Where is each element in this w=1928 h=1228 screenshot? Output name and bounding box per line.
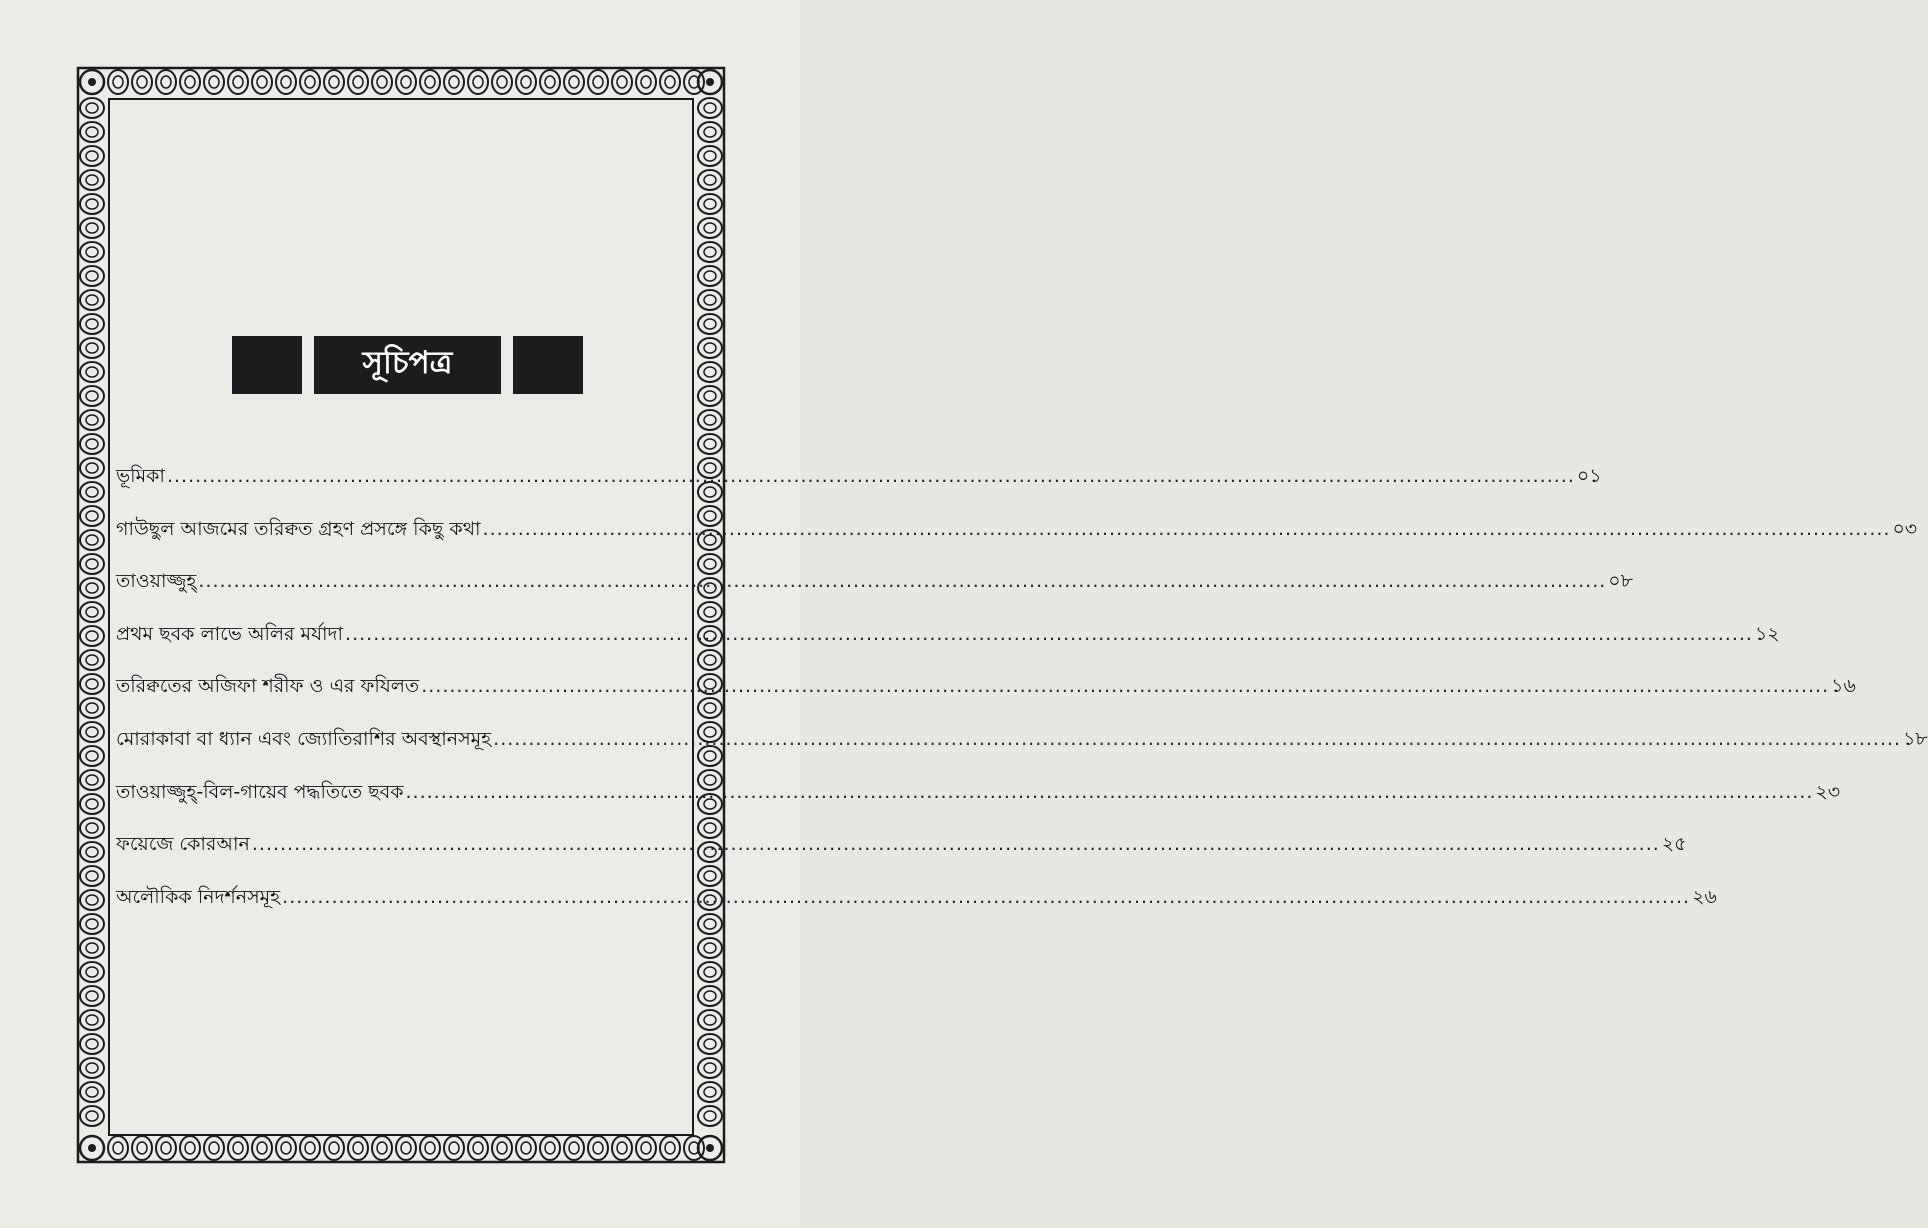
page-title: সূচিপত্র	[314, 336, 501, 394]
toc-page-number: ০১	[1576, 465, 1602, 487]
toc-row	[116, 778, 1841, 831]
toc-row	[116, 567, 1633, 620]
toc-row	[116, 462, 1602, 515]
toc-entry-title: তাওয়াজ্জুহ্	[116, 570, 197, 593]
toc-leader-dots: ........................................................................................................................................................................................................	[282, 885, 1691, 908]
toc-entry-title: ফয়েজে কোরআন	[116, 833, 250, 856]
toc-leader-dots: ........................................................................................................................................................................................................	[405, 780, 1814, 803]
toc-row	[116, 725, 1928, 778]
toc-entry-title: গাউছুল আজমের তরিক্বত গ্রহণ প্রসঙ্গে কিছু কথা	[116, 517, 481, 540]
toc-leader-dots: ........................................................................................................................................................................................................	[251, 833, 1660, 856]
toc-leader-dots: ........................................................................................................................................................................................................	[421, 675, 1830, 698]
toc-leader-dots: ........................................................................................................................................................................................................	[166, 465, 1575, 487]
toc-leader-dots: ........................................................................................................................................................................................................	[198, 570, 1607, 593]
toc-page-number: ০৩	[1892, 517, 1918, 540]
toc-page-number: ২৩	[1815, 780, 1841, 803]
toc-entry-title: মোরাকাবা বা ধ্যান এবং জ্যোতিরাশির অবস্থানসমূহ	[116, 727, 492, 750]
toc-page-number: ১২	[1754, 622, 1780, 645]
toc-page-number: ২৬	[1692, 885, 1717, 908]
title-block-right	[513, 336, 583, 394]
toc-leader-dots: ........................................................................................................................................................................................................	[482, 517, 1891, 540]
toc-row	[116, 830, 1687, 883]
toc-entry-title: তরিক্বতের অজিফা শরীফ ও এর ফযিলত	[116, 675, 420, 698]
toc-entry-title: প্রথম ছবক লাভে অলির মর্যাদা	[116, 622, 344, 645]
toc-page-number: ১৮	[1903, 727, 1928, 750]
toc-row	[116, 883, 1717, 936]
toc-page-number: ১৬	[1831, 675, 1856, 698]
title-block-left	[232, 336, 302, 394]
toc-leader-dots: ........................................................................................................................................................................................................	[345, 622, 1753, 645]
toc-row	[116, 515, 1918, 568]
toc-leader-dots: ........................................................................................................................................................................................................	[493, 727, 1902, 750]
toc-entry-title: ভূমিকা	[116, 465, 165, 487]
toc-entry-title: তাওয়াজ্জুহ্-বিল-গায়েব পদ্ধতিতে ছবক	[116, 780, 404, 803]
toc-entry-title: অলৌকিক নিদর্শনসমূহ	[116, 885, 281, 908]
toc-page-number: ০৮	[1608, 570, 1633, 593]
toc-page-number: ২৫	[1661, 833, 1687, 856]
toc-row	[116, 672, 1856, 725]
table-of-contents	[116, 462, 1928, 935]
toc-row	[116, 620, 1780, 673]
